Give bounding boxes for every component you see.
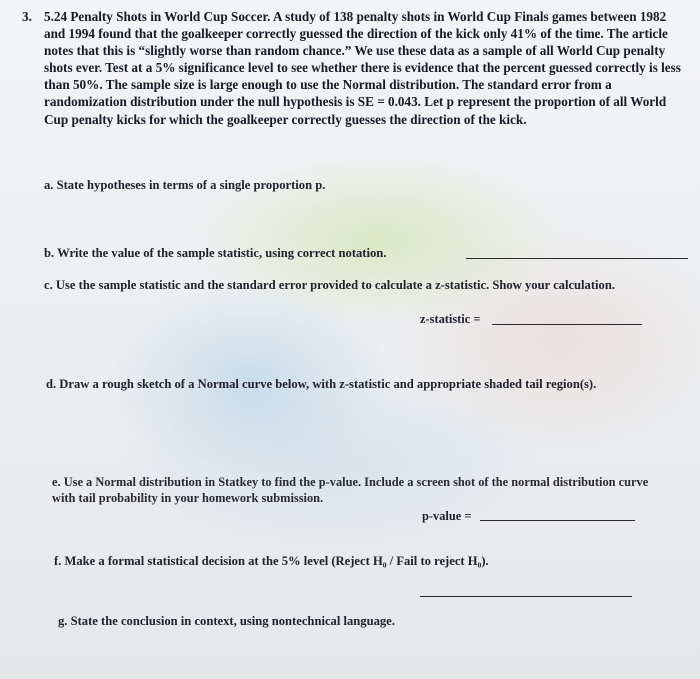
p-value-label: p-value = [422, 509, 472, 523]
question-g: g. State the conclusion in context, using nontechnical language. [58, 614, 395, 628]
question-d: d. Draw a rough sketch of a Normal curve below, with z-statistic and appropriate shaded tail region(s). [46, 377, 597, 391]
answer-line-p-value[interactable] [480, 520, 635, 521]
question-b: b. Write the value of the sample statistic, using correct notation. [44, 246, 387, 260]
problem-number: 3. [22, 9, 32, 24]
answer-line-z-statistic[interactable] [492, 324, 642, 325]
answer-line-f[interactable] [420, 596, 632, 597]
problem-text: 5.24 Penalty Shots in World Cup Soccer. A study of 138 penalty shots in World Cup Finals games between 1982 and 1994 found that the goalkeeper correctly guessed the direction of the kick only 41% of the time. The article notes that this is “slightly worse than random chance.” We use these data as a sample of all World Cup penalty shots ever. Test at a 5% significance level to see whether there is evidence that the percent guessed correctly is less than 50%. The sample size is large enough to use the Normal distribution. The standard error from a randomization distribution under the null hypothesis is SE = 0.043. Let p represent the proportion of all World Cup penalty kicks for which the goalkeeper correctly guesses the direction of the kick. [44, 9, 681, 127]
z-statistic-label: z-statistic = [420, 312, 481, 326]
question-e: e. Use a Normal distribution in Statkey to find the p-value. Include a screen shot of the normal distribution curve with tail probability in your homework submission. [52, 475, 649, 505]
question-a: a. State hypotheses in terms of a single proportion p. [44, 178, 326, 192]
question-f: f. Make a formal statistical decision at the 5% level (Reject H₀ / Fail to reject H₀). [54, 554, 489, 568]
answer-line-b[interactable] [466, 258, 688, 259]
question-c: c. Use the sample statistic and the standard error provided to calculate a z-statistic. Show your calculation. [44, 278, 615, 292]
